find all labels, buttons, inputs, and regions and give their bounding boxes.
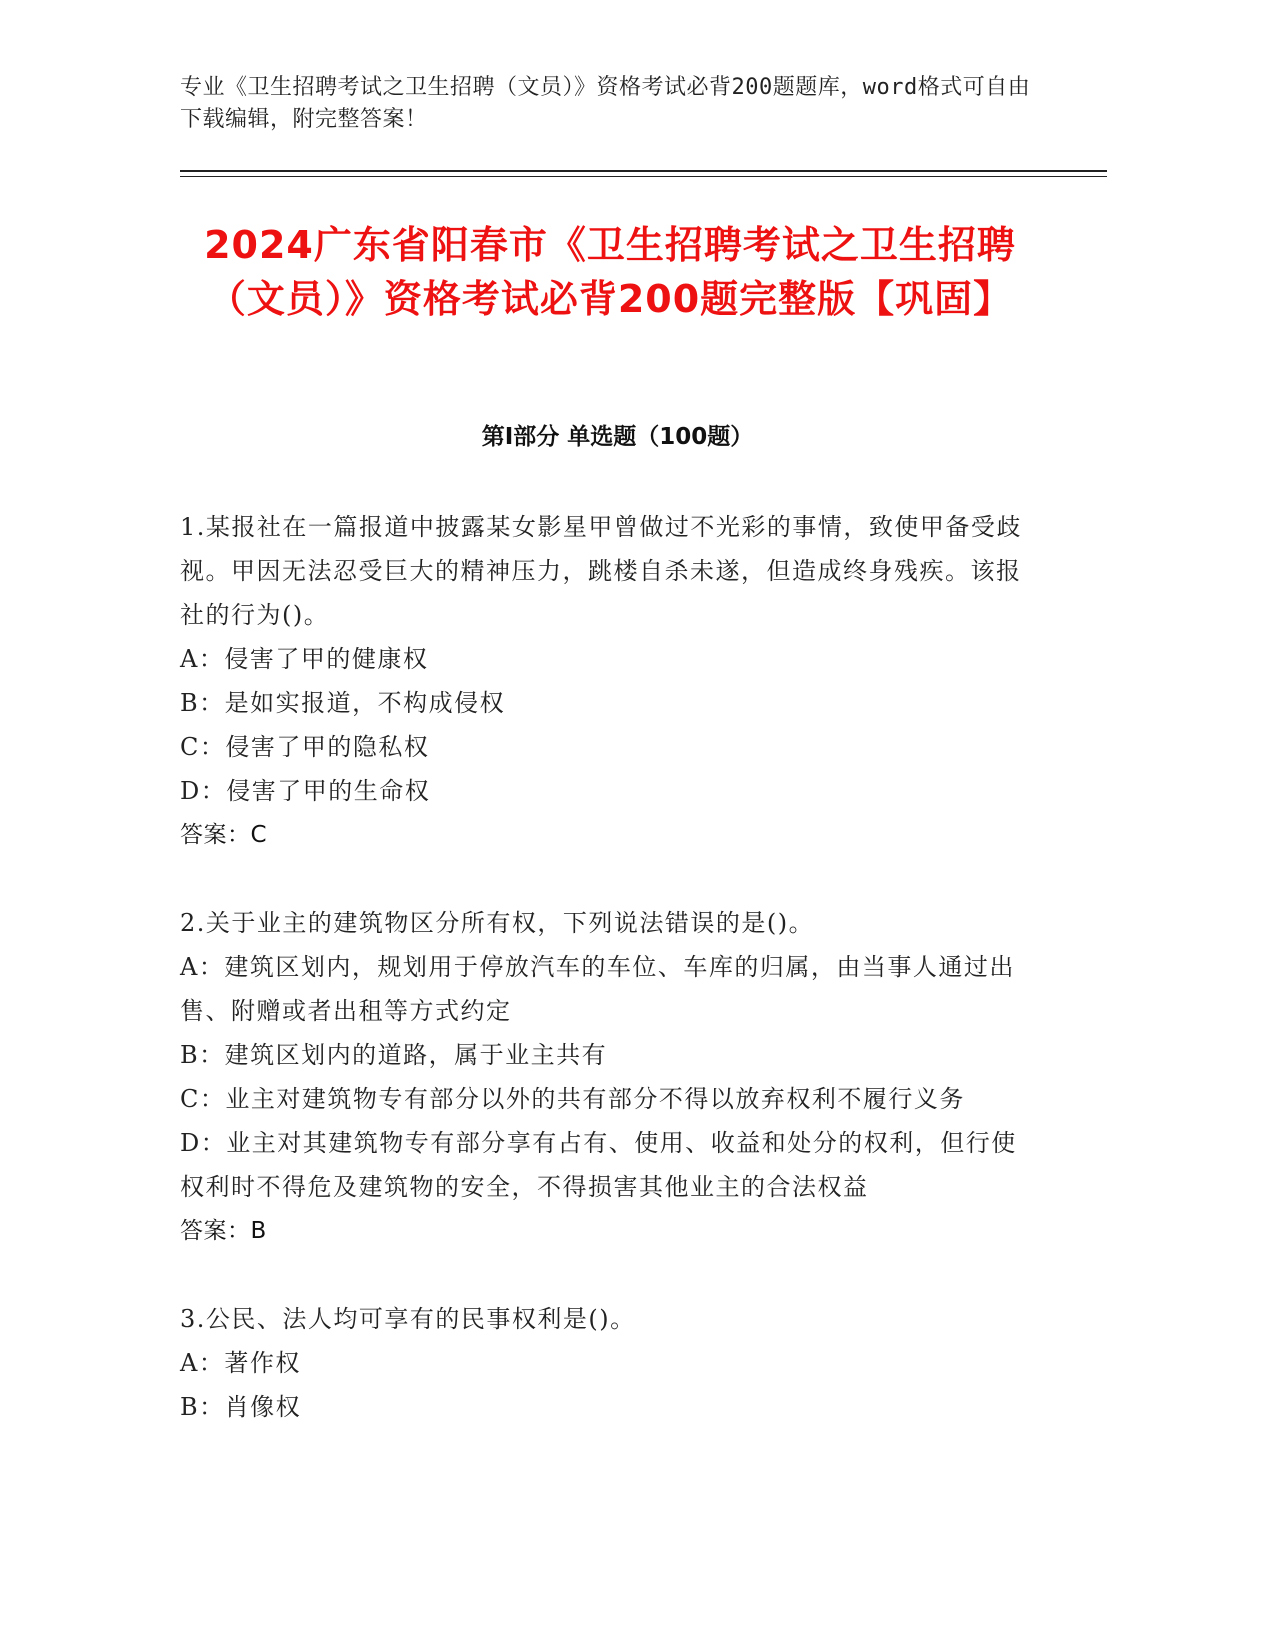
question-stem: 2.关于业主的建筑物区分所有权，下列说法错误的是()。	[180, 909, 815, 937]
answer-label: 答案：C	[180, 822, 268, 848]
document-title: 2024广东省阳春市《卫生招聘考试之卫生招聘（文员）》资格考试必背200题完整版【巩固】	[204, 223, 1016, 321]
option-a: A：侵害了甲的健康权	[180, 645, 429, 673]
question-list	[180, 505, 1040, 1473]
option-b: B：是如实报道，不构成侵权	[180, 689, 506, 717]
header-note: 专业《卫生招聘考试之卫生招聘（文员）》资格考试必背200题题库，word格式可自由下载编辑，附完整答案！	[180, 75, 1031, 132]
header-divider-thick	[180, 170, 1107, 172]
option-b: B：建筑区划内的道路，属于业主共有	[180, 1041, 608, 1069]
option-c: C：侵害了甲的隐私权	[180, 733, 430, 761]
option-d: D：业主对其建筑物专有部分享有占有、使用、收益和处分的权利，但行使权利时不得危及建筑物的安全，不得损害其他业主的合法权益	[180, 1129, 1017, 1201]
option-a: A：建筑区划内，规划用于停放汽车的车位、车库的归属，由当事人通过出售、附赠或者出租等方式约定	[180, 953, 1015, 1025]
question-stem: 3.公民、法人均可享有的民事权利是()。	[180, 1305, 636, 1333]
question-3	[180, 1297, 1040, 1429]
option-b: B：肖像权	[180, 1393, 302, 1421]
section-title: 第Ⅰ部分 单选题（100题）	[481, 424, 754, 450]
question-2	[180, 901, 1040, 1253]
option-a: A：著作权	[180, 1349, 301, 1377]
question-1	[180, 505, 1040, 857]
header-divider-thin	[180, 176, 1107, 177]
option-d: D：侵害了甲的生命权	[180, 777, 431, 805]
question-stem: 1.某报社在一篇报道中披露某女影星甲曾做过不光彩的事情，致使甲备受歧视。甲因无法忍受巨大的精神压力，跳楼自杀未遂，但造成终身残疾。该报社的行为()。	[180, 513, 1022, 629]
answer-label: 答案：B	[180, 1218, 267, 1244]
option-c: C：业主对建筑物专有部分以外的共有部分不得以放弃权利不履行义务	[180, 1085, 965, 1113]
